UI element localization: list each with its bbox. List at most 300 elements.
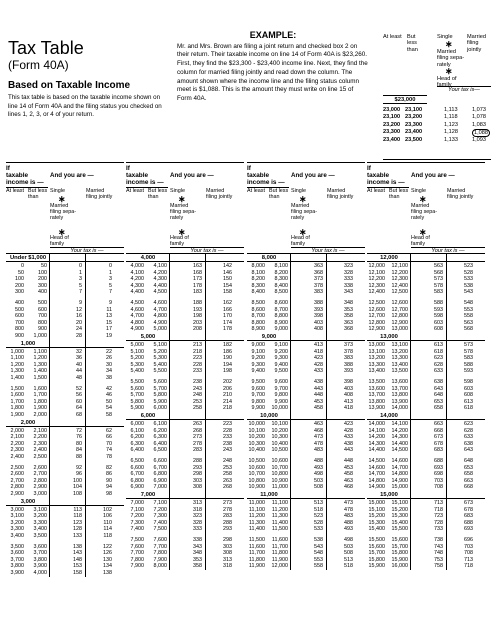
married-jointly-label: Married filing jointly bbox=[447, 188, 474, 201]
at-least-cell: 5,500 bbox=[130, 379, 144, 385]
but-less-than-cell: 3,900 bbox=[33, 563, 47, 570]
single-tax-cell: 518 bbox=[314, 506, 323, 513]
at-least-cell: 5,900 bbox=[130, 405, 144, 412]
but-less-than-cell: 13,500 bbox=[391, 368, 408, 375]
married-jointly-tax-cell: 248 bbox=[223, 458, 232, 464]
single-tax-cell: 443 bbox=[314, 385, 323, 392]
but-less-than-cell: 11,100 bbox=[271, 500, 288, 506]
but-less-than-cell: 8,700 bbox=[274, 306, 288, 313]
at-least-cell: 6,300 bbox=[130, 440, 144, 447]
at-least-cell: 2,000 bbox=[10, 427, 24, 434]
but-less-than-cell: 6,100 bbox=[153, 421, 167, 427]
but-less-than-cell: 4,400 bbox=[153, 282, 167, 289]
but-less-than-cell: 16,000 bbox=[391, 563, 408, 570]
taxable-label: taxable bbox=[6, 172, 29, 180]
at-least-cell: 2,300 bbox=[10, 447, 24, 454]
married-jointly-tax-cell: 398 bbox=[344, 379, 353, 385]
at-least-cell: 15,500 bbox=[368, 537, 385, 543]
married-jointly-tax-cell: 383 bbox=[344, 355, 353, 362]
married-jointly-tax-cell: 7 bbox=[109, 289, 112, 296]
married-jointly-tax-cell: 663 bbox=[464, 477, 473, 484]
at-least-cell: 5,600 bbox=[130, 385, 144, 392]
at-least-cell: 14,700 bbox=[368, 471, 385, 478]
at-least-cell: 7,400 bbox=[130, 526, 144, 533]
income-group-header bbox=[247, 334, 365, 341]
income-group-label: 13,000 bbox=[380, 334, 398, 340]
but-less-than-cell: 400 bbox=[38, 289, 47, 296]
at-least-cell: 11,000 bbox=[248, 500, 265, 506]
but-less-than-cell: 15,300 bbox=[391, 513, 408, 520]
at-least-cell: 1,900 bbox=[10, 411, 24, 418]
married-jointly-tax-cell: 46 bbox=[106, 392, 112, 399]
married-jointly-tax-cell: 608 bbox=[464, 392, 473, 399]
at-least-cell: 400 bbox=[15, 300, 24, 306]
married-jointly-tax-cell: 202 bbox=[223, 379, 232, 385]
single-tax-cell: 293 bbox=[193, 464, 202, 471]
married-jointly-tax-cell: 42 bbox=[106, 385, 112, 392]
but-less-than-cell: 200 bbox=[38, 276, 47, 283]
table-row bbox=[367, 368, 485, 375]
married-jointly-tax-cell: 122 bbox=[103, 543, 112, 550]
single-tax-cell: 743 bbox=[434, 543, 443, 550]
table-row bbox=[367, 289, 485, 296]
but-less-than-cell: 7,700 bbox=[153, 543, 167, 550]
but-less-than-cell: 12,900 bbox=[391, 319, 408, 326]
but-less-than-cell: 1,500 bbox=[33, 374, 47, 381]
table-row bbox=[6, 484, 124, 491]
but-less-than-cell: 13,800 bbox=[391, 392, 408, 399]
single-tax-cell: 378 bbox=[314, 282, 323, 289]
at-least-cell: 7,500 bbox=[130, 537, 144, 543]
but-less-than-cell: 6,800 bbox=[153, 471, 167, 478]
married-jointly-tax-cell: 458 bbox=[344, 471, 353, 478]
at-least-cell: 300 bbox=[15, 289, 24, 296]
but-less-than-cell: 10,600 bbox=[271, 458, 288, 464]
single-tax-cell: 573 bbox=[434, 276, 443, 283]
example-title: EXAMPLE: bbox=[249, 30, 297, 40]
table-row bbox=[6, 478, 124, 485]
married-jointly-tax-cell: 118 bbox=[103, 532, 112, 539]
example-single-tax: 1,113 bbox=[444, 107, 458, 113]
but-less-than-cell: 12,500 bbox=[391, 289, 408, 296]
married-jointly-tax-cell: 543 bbox=[464, 289, 473, 296]
married-jointly-tax-cell: 443 bbox=[344, 447, 353, 454]
single-tax-cell: 68 bbox=[76, 411, 82, 418]
table-row bbox=[367, 544, 485, 551]
married-jointly-tax-cell: 578 bbox=[464, 348, 473, 355]
single-tax-cell: 308 bbox=[193, 484, 202, 491]
table-row bbox=[247, 326, 365, 333]
single-label: Single bbox=[170, 188, 185, 194]
income-group-header bbox=[6, 255, 124, 262]
but-less-than-cell: 14,900 bbox=[391, 477, 408, 484]
at-least-cell: 10,700 bbox=[248, 471, 265, 478]
table-row bbox=[367, 458, 485, 465]
at-least-cell: 7,100 bbox=[130, 506, 144, 513]
at-least-cell: 2,900 bbox=[10, 490, 24, 497]
table-row bbox=[367, 270, 485, 277]
married-jointly-tax-cell: 158 bbox=[223, 289, 232, 296]
but-less-than-cell: 10,700 bbox=[271, 464, 288, 471]
table-row bbox=[126, 421, 244, 428]
at-least-cell: 3,000 bbox=[10, 506, 24, 513]
single-tax-cell: 128 bbox=[73, 526, 82, 533]
married-jointly-tax-cell: 448 bbox=[344, 458, 353, 464]
married-jointly-tax-cell: 363 bbox=[344, 319, 353, 326]
but-less-than-cell: 10,000 bbox=[271, 405, 288, 412]
married-jointly-tax-cell: 478 bbox=[344, 506, 353, 513]
table-row bbox=[367, 563, 485, 570]
example-at-least: 23,400 bbox=[383, 136, 401, 143]
example-row bbox=[383, 107, 491, 114]
table-row bbox=[6, 526, 124, 533]
example-row bbox=[383, 137, 491, 144]
married-jointly-tax-cell: 288 bbox=[223, 519, 232, 526]
single-tax-cell: 20 bbox=[76, 319, 82, 326]
single-tax-cell: 648 bbox=[434, 392, 443, 399]
at-least-cell: 12,700 bbox=[368, 313, 385, 320]
table-row bbox=[6, 550, 124, 557]
table-row bbox=[367, 399, 485, 406]
but-less-than-cell: 2,600 bbox=[33, 464, 47, 471]
but-less-than-cell: 6,600 bbox=[153, 458, 167, 464]
table-row bbox=[367, 557, 485, 564]
at-least-cell: 13,800 bbox=[368, 398, 385, 405]
married-jointly-tax-cell: 15 bbox=[106, 319, 112, 326]
married-jointly-tax-cell: 182 bbox=[223, 342, 232, 348]
table-row bbox=[247, 500, 365, 507]
married-jointly-tax-cell: 483 bbox=[344, 513, 353, 520]
table-row bbox=[247, 434, 365, 441]
at-least-cell: 10,600 bbox=[248, 464, 265, 471]
but-less-than-cell: 2,100 bbox=[33, 427, 47, 434]
table-row bbox=[126, 513, 244, 520]
table-row bbox=[247, 484, 365, 491]
table-row bbox=[126, 270, 244, 277]
single-tax-cell: 353 bbox=[193, 556, 202, 563]
married-jointly-tax-cell: 628 bbox=[464, 427, 473, 434]
but-less-than-label: But less than bbox=[148, 188, 168, 201]
single-tax-cell: 198 bbox=[193, 313, 202, 320]
married-jointly-tax-cell: 358 bbox=[344, 313, 353, 320]
table-row bbox=[6, 405, 124, 412]
table-row bbox=[247, 320, 365, 327]
but-less-than-cell: 10,800 bbox=[271, 471, 288, 478]
table-row bbox=[247, 405, 365, 412]
but-less-than-cell: 9,400 bbox=[274, 361, 288, 368]
but-less-than-cell: 7,300 bbox=[153, 513, 167, 520]
married-jointly-tax-cell: 708 bbox=[464, 550, 473, 557]
at-least-cell: 14,800 bbox=[368, 477, 385, 484]
married-jointly-tax-cell: 603 bbox=[464, 385, 473, 392]
single-tax-cell: 668 bbox=[434, 427, 443, 434]
but-less-than-cell: 300 bbox=[38, 282, 47, 289]
single-tax-cell: 373 bbox=[314, 276, 323, 283]
married-jointly-tax-cell: 102 bbox=[103, 506, 112, 513]
married-jointly-tax-cell: 110 bbox=[103, 519, 112, 526]
table-row bbox=[247, 447, 365, 454]
example-header-at-least: At least bbox=[383, 34, 402, 40]
your-tax-is-label: Your tax is — bbox=[411, 247, 485, 254]
married-jointly-tax-cell: 210 bbox=[223, 392, 232, 399]
at-least-cell: 3,500 bbox=[10, 543, 24, 550]
star-icon: ∗ bbox=[445, 39, 453, 49]
single-tax-cell: 503 bbox=[314, 477, 323, 484]
example-header-single: Single bbox=[437, 34, 453, 40]
but-less-than-cell: 1,100 bbox=[33, 348, 47, 355]
at-least-cell: 6,200 bbox=[130, 434, 144, 441]
example-header-married-separately: Married filing sepa- rately bbox=[437, 49, 465, 68]
single-label: Single bbox=[50, 188, 65, 194]
but-less-than-cell: 5,200 bbox=[153, 348, 167, 355]
but-less-than-cell: 3,500 bbox=[33, 532, 47, 539]
single-tax-cell: 213 bbox=[193, 342, 202, 348]
married-jointly-tax-cell: 623 bbox=[464, 421, 473, 427]
single-tax-cell: 92 bbox=[76, 464, 82, 471]
married-jointly-tax-cell: 523 bbox=[464, 263, 473, 269]
at-least-cell: 4,900 bbox=[130, 326, 144, 333]
at-least-cell: 9,500 bbox=[251, 379, 265, 385]
single-tax-cell: 703 bbox=[434, 477, 443, 484]
example-mfj-tax: 1,078 bbox=[472, 114, 486, 121]
single-tax-cell: 288 bbox=[193, 458, 202, 464]
but-less-than-cell: 800 bbox=[38, 319, 47, 326]
single-tax-cell: 183 bbox=[193, 289, 202, 296]
table-row bbox=[367, 326, 485, 333]
but-less-than-label: But less than bbox=[389, 188, 409, 201]
but-less-than-cell: 13,200 bbox=[391, 348, 408, 355]
table-row bbox=[126, 428, 244, 435]
married-jointly-tax-cell: 513 bbox=[344, 556, 353, 563]
example-at-least: 23,200 bbox=[383, 121, 401, 128]
married-jointly-tax-cell: 0 bbox=[109, 263, 112, 269]
but-less-than-cell: 3,600 bbox=[33, 543, 47, 550]
but-less-than-cell: 15,700 bbox=[391, 543, 408, 550]
single-tax-cell: 28 bbox=[76, 333, 82, 339]
but-less-than-cell: 3,100 bbox=[33, 506, 47, 513]
married-jointly-tax-cell: 333 bbox=[344, 276, 353, 283]
but-less-than-cell: 2,500 bbox=[33, 453, 47, 460]
but-less-than-cell: 9,100 bbox=[274, 342, 288, 348]
married-jointly-tax-cell: 583 bbox=[464, 355, 473, 362]
example-table bbox=[383, 34, 491, 160]
at-least-cell: 3,600 bbox=[10, 550, 24, 557]
married-jointly-tax-cell: 423 bbox=[344, 421, 353, 427]
single-tax-cell: 278 bbox=[193, 440, 202, 447]
married-jointly-tax-cell: 19 bbox=[106, 333, 112, 339]
at-least-cell: 7,300 bbox=[130, 519, 144, 526]
married-jointly-tax-cell: 26 bbox=[106, 355, 112, 362]
but-less-than-cell: 8,800 bbox=[274, 313, 288, 320]
single-tax-cell: 113 bbox=[73, 506, 82, 513]
at-least-cell: 6,000 bbox=[130, 421, 144, 427]
married-jointly-tax-cell: 428 bbox=[344, 427, 353, 434]
married-jointly-tax-cell: 3 bbox=[109, 276, 112, 283]
married-jointly-tax-cell: 82 bbox=[106, 464, 112, 471]
but-less-than-cell: 11,400 bbox=[271, 519, 288, 526]
table-row bbox=[247, 550, 365, 557]
at-least-cell: 11,700 bbox=[248, 550, 265, 557]
married-jointly-tax-cell: 90 bbox=[106, 477, 112, 484]
but-less-than-cell: 13,100 bbox=[391, 342, 408, 348]
at-least-cell: 7,600 bbox=[130, 543, 144, 550]
but-less-than-cell: 14,500 bbox=[391, 447, 408, 454]
married-jointly-tax-cell: 503 bbox=[344, 543, 353, 550]
single-tax-cell: 438 bbox=[314, 379, 323, 385]
table-row bbox=[247, 283, 365, 290]
single-tax-cell: 753 bbox=[434, 556, 443, 563]
at-least-cell: 3,800 bbox=[10, 563, 24, 570]
single-tax-cell: 693 bbox=[434, 464, 443, 471]
table-row bbox=[126, 386, 244, 393]
but-less-than-cell: 7,000 bbox=[153, 484, 167, 491]
married-jointly-tax-cell: 658 bbox=[464, 471, 473, 478]
at-least-cell: 1,000 bbox=[10, 348, 24, 355]
table-row bbox=[6, 520, 124, 527]
but-less-than-cell: 14,100 bbox=[391, 421, 408, 427]
single-tax-cell: 203 bbox=[193, 319, 202, 326]
table-row bbox=[6, 349, 124, 356]
table-row bbox=[247, 428, 365, 435]
table-row bbox=[126, 355, 244, 362]
table-row bbox=[367, 263, 485, 270]
single-tax-cell: 238 bbox=[193, 379, 202, 385]
but-less-than-cell: 15,800 bbox=[391, 550, 408, 557]
table-row bbox=[367, 349, 485, 356]
married-jointly-tax-cell: 243 bbox=[223, 447, 232, 454]
but-less-than-cell: 1,200 bbox=[33, 355, 47, 362]
at-least-cell: 200 bbox=[15, 282, 24, 289]
table-row bbox=[126, 537, 244, 544]
at-least-cell: 4,300 bbox=[130, 282, 144, 289]
at-least-cell: 12,900 bbox=[368, 326, 385, 333]
table-row bbox=[247, 471, 365, 478]
married-jointly-tax-cell: 633 bbox=[464, 434, 473, 441]
single-tax-cell: 268 bbox=[193, 427, 202, 434]
but-less-than-cell: 5,300 bbox=[153, 355, 167, 362]
but-less-than-cell: 13,000 bbox=[391, 326, 408, 333]
but-less-than-cell: 9,700 bbox=[274, 385, 288, 392]
single-tax-cell: 3 bbox=[79, 276, 82, 283]
income-group-header bbox=[367, 413, 485, 420]
income-group-header bbox=[367, 255, 485, 262]
table-row bbox=[367, 550, 485, 557]
table-row bbox=[126, 465, 244, 472]
but-less-than-cell: 100 bbox=[38, 269, 47, 276]
single-tax-cell: 448 bbox=[314, 392, 323, 399]
single-tax-cell: 72 bbox=[76, 427, 82, 434]
income-group-label: 11,000 bbox=[260, 492, 278, 498]
single-tax-cell: 473 bbox=[314, 434, 323, 441]
married-jointly-tax-cell: 154 bbox=[223, 282, 232, 289]
at-least-cell: 8,100 bbox=[251, 269, 265, 276]
at-least-cell: 1,500 bbox=[10, 385, 24, 392]
but-less-than-cell: 4,100 bbox=[153, 263, 167, 269]
example-header-but-less: But less than bbox=[407, 34, 418, 53]
table-row bbox=[247, 513, 365, 520]
page-title: Tax Table bbox=[8, 38, 84, 58]
single-tax-cell: 243 bbox=[193, 385, 202, 392]
single-tax-cell: 588 bbox=[434, 300, 443, 306]
at-least-cell: 2,400 bbox=[10, 453, 24, 460]
at-least-cell: 5,300 bbox=[130, 361, 144, 368]
married-jointly-tax-cell: 5 bbox=[109, 282, 112, 289]
single-tax-cell: 558 bbox=[314, 563, 323, 570]
single-tax-cell: 283 bbox=[193, 447, 202, 454]
but-less-than-cell: 3,800 bbox=[33, 556, 47, 563]
single-tax-cell: 563 bbox=[434, 263, 443, 269]
at-least-cell: 14,300 bbox=[368, 440, 385, 447]
table-row bbox=[367, 283, 485, 290]
table-row bbox=[6, 434, 124, 441]
but-less-than-cell: 4,900 bbox=[153, 319, 167, 326]
single-tax-cell: 623 bbox=[434, 355, 443, 362]
but-less-than-cell: 11,600 bbox=[271, 537, 288, 543]
at-least-cell: 11,300 bbox=[248, 519, 265, 526]
single-tax-cell: 708 bbox=[434, 484, 443, 491]
income-group-label: Under $1,000 bbox=[9, 255, 47, 261]
at-least-cell: 10,100 bbox=[248, 427, 265, 434]
section-heading: Based on Taxable Income bbox=[8, 80, 131, 91]
married-jointly-tax-cell: 338 bbox=[344, 282, 353, 289]
at-least-cell: 9,900 bbox=[251, 405, 265, 412]
if-label: If bbox=[247, 165, 251, 172]
table-row bbox=[247, 399, 365, 406]
single-tax-cell: 488 bbox=[314, 458, 323, 464]
married-jointly-tax-cell: 223 bbox=[223, 421, 232, 427]
married-jointly-tax-cell: 86 bbox=[106, 471, 112, 478]
single-tax-cell: 248 bbox=[193, 392, 202, 399]
table-row bbox=[126, 362, 244, 369]
married-jointly-tax-cell: 563 bbox=[464, 319, 473, 326]
single-tax-cell: 193 bbox=[193, 306, 202, 313]
but-less-than-cell: 11,000 bbox=[271, 484, 288, 491]
table-row bbox=[367, 447, 485, 454]
table-row bbox=[247, 507, 365, 514]
table-row bbox=[247, 342, 365, 349]
but-less-than-cell: 2,300 bbox=[33, 440, 47, 447]
at-least-cell: 9,400 bbox=[251, 368, 265, 375]
at-least-cell: 11,900 bbox=[248, 563, 265, 570]
but-less-than-cell: 6,200 bbox=[153, 427, 167, 434]
married-jointly-tax-cell: 348 bbox=[344, 300, 353, 306]
but-less-than-cell: 4,500 bbox=[153, 289, 167, 296]
but-less-than-cell: 3,400 bbox=[33, 526, 47, 533]
but-less-than-cell: 14,000 bbox=[391, 405, 408, 412]
single-tax-cell: 80 bbox=[76, 440, 82, 447]
but-less-than-cell: 12,100 bbox=[391, 263, 408, 269]
married-jointly-tax-cell: 678 bbox=[464, 506, 473, 513]
at-least-cell: 10,500 bbox=[248, 458, 265, 464]
single-tax-cell: 728 bbox=[434, 519, 443, 526]
at-least-cell: 12,200 bbox=[368, 276, 385, 283]
married-jointly-tax-cell: 308 bbox=[223, 550, 232, 557]
but-less-than-cell: 50 bbox=[41, 263, 47, 269]
single-tax-cell: 48 bbox=[76, 374, 82, 381]
table-row bbox=[367, 355, 485, 362]
income-group-header bbox=[126, 255, 244, 262]
single-tax-cell: 64 bbox=[76, 405, 82, 412]
but-less-than-cell: 5,000 bbox=[153, 326, 167, 333]
but-less-than-cell: 5,500 bbox=[153, 368, 167, 375]
but-less-than-cell: 7,200 bbox=[153, 506, 167, 513]
income-is-label: income is — bbox=[126, 179, 168, 187]
but-less-than-cell: 9,800 bbox=[274, 392, 288, 399]
star-icon: ∗ bbox=[58, 194, 66, 204]
single-tax-cell: 5 bbox=[79, 282, 82, 289]
single-tax-cell: 96 bbox=[76, 471, 82, 478]
single-tax-cell: 223 bbox=[193, 355, 202, 362]
